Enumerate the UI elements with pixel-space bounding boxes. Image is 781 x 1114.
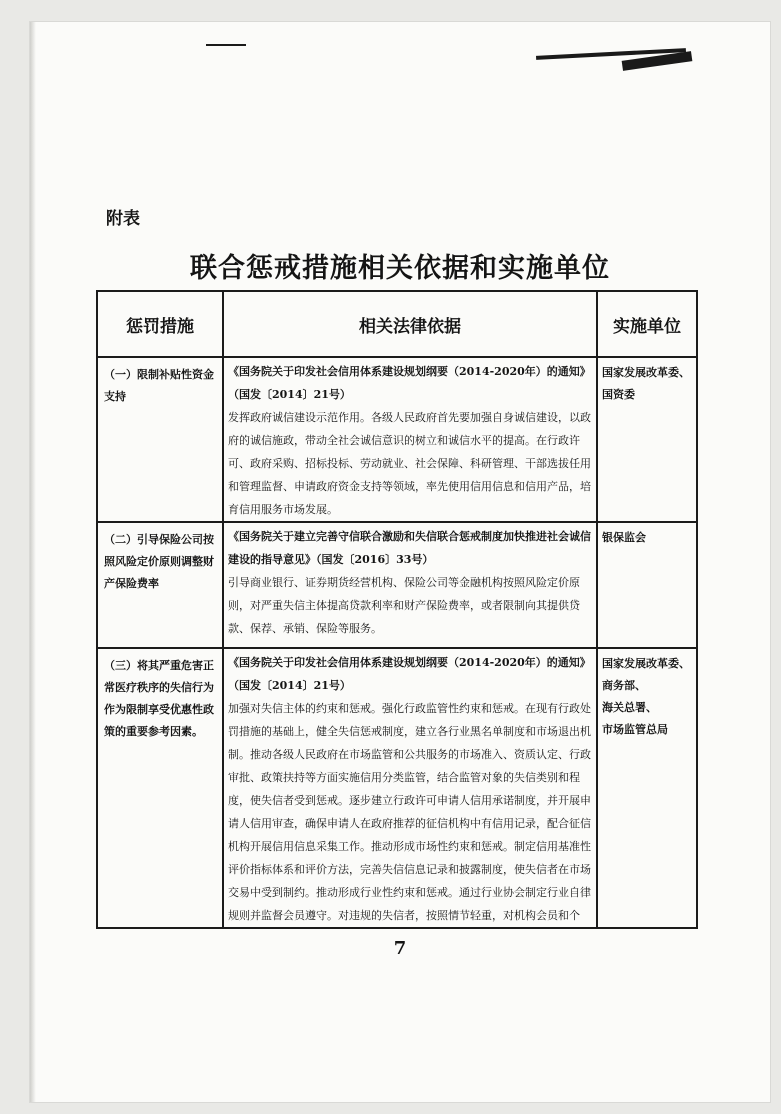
table-row xyxy=(97,357,697,522)
basis-text: 发挥政府诚信建设示范作用。各级人民政府首先要加强自身诚信建设，以政府的诚信施政，带动全社会诚信意识的树立和诚信水平的提高。在行政许可、政府采购、招标投标、劳动就业、社会保障、科研管理、干部选拔任用和管理监督、申请政府资金支持等领域，率先使用信用信息和信用产品，培育信用服务市场发展。 xyxy=(228,411,591,516)
unit-cell xyxy=(597,357,697,522)
page-number: 7 xyxy=(393,938,407,959)
column-header-unit: 实施单位 xyxy=(597,291,697,357)
appendix-label: 附表 xyxy=(106,209,140,229)
unit-name: 商务部、 xyxy=(602,679,646,692)
unit-name: 国资委 xyxy=(602,388,635,401)
table-row xyxy=(97,522,697,648)
unit-name: 国家发展改革委、 xyxy=(602,657,690,670)
basis-text: 加强对失信主体的约束和惩戒。强化行政监管性约束和惩戒。在现有行政处罚措施的基础上，健全失信惩戒制度，建立各行业黑名单制度和市场退出机制。推动各级人民政府在市场监管和公共服务的市场准入、资质认定、行政审批、政策扶持等方面实施信用分类监管，结合监管对象的失信类别和程度，使失信者受到惩戒。逐步建立行政许可申请人信用承诺制度，并开展申请人信用审查，确保申请人在政府推荐的征信机构中有信用记录，配合征信机构开展信用信息采集工作。推动形成市场性约束和惩戒。制定信用基准性评价指标体系和评价方法，完善失信信息记录和披露制度，使失信者在市场交易中受到制约。推动形成行业性约束和惩戒。通过行业协会制定行业自律规则并监督会员遵守。对违规的失信者，按照情节轻重，对机构会员和个 xyxy=(228,702,591,922)
column-header-measure: 惩罚措施 xyxy=(97,291,223,357)
measure-cell: （二）引导保险公司按照风险定价原则调整财产保险费率 xyxy=(97,522,223,648)
unit-cell xyxy=(597,648,697,928)
measures-table xyxy=(96,290,698,929)
table-row xyxy=(97,648,697,928)
table-header-row xyxy=(97,291,697,357)
measure-cell: （三）将其严重危害正常医疗秩序的失信行为作为限制享受优惠性政策的重要参考因素。 xyxy=(97,648,223,928)
measure-cell: （一）限制补贴性资金支持 xyxy=(97,357,223,522)
page-title: 联合惩戒措施相关依据和实施单位 xyxy=(190,253,610,284)
legal-basis-cell xyxy=(223,357,597,522)
basis-document-title: 《国务院关于印发社会信用体系建设规划纲要（2014-2020年）的通知》（国发〔2014〕21号） xyxy=(228,656,591,692)
document-page xyxy=(30,22,770,1102)
legal-basis-cell xyxy=(223,648,597,928)
unit-name: 银保监会 xyxy=(602,531,646,544)
scan-mark xyxy=(206,44,246,46)
basis-document-title: 《国务院关于印发社会信用体系建设规划纲要（2014-2020年）的通知》（国发〔2014〕21号） xyxy=(228,365,591,401)
unit-name: 海关总署、 xyxy=(602,701,657,714)
unit-name: 市场监管总局 xyxy=(602,723,668,736)
unit-cell xyxy=(597,522,697,648)
basis-document-title: 《国务院关于建立完善守信联合激励和失信联合惩戒制度加快推进社会诚信建设的指导意见》（国发〔2016〕33号） xyxy=(228,530,591,566)
basis-text: 引导商业银行、证券期货经营机构、保险公司等金融机构按照风险定价原则，对严重失信主体提高贷款利率和财产保险费率，或者限制向其提供贷款、保荐、承销、保险等服务。 xyxy=(228,576,580,635)
column-header-legal-basis: 相关法律依据 xyxy=(223,291,597,357)
legal-basis-cell xyxy=(223,522,597,648)
unit-name: 国家发展改革委、 xyxy=(602,366,690,379)
